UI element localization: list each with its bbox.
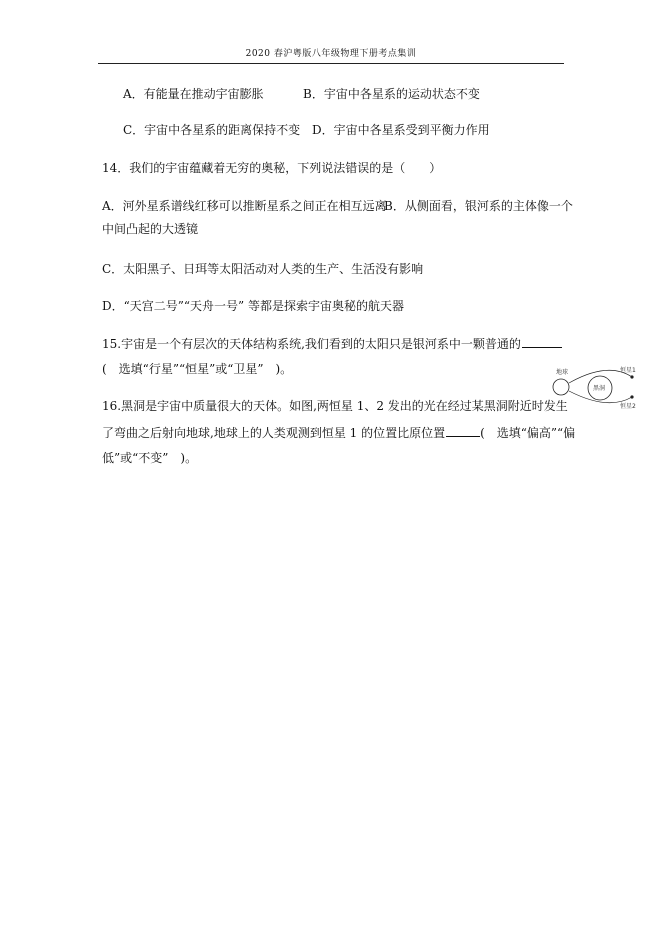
q16-line2-pre: 了弯曲之后射向地球,地球上的人类观测到恒星 1 的位置比原位置: [102, 426, 446, 440]
earth-label: 地球: [556, 369, 569, 376]
header-rule: [98, 63, 564, 64]
q14-option-a: A．河外星系谱线红移可以推断星系之间正在相互远离: [102, 199, 387, 213]
q16-line3: 低”或“不变” )。: [102, 451, 198, 465]
q13-option-b: B．宇宙中各星系的运动状态不变: [303, 87, 480, 101]
q14-stem: 14．我们的宇宙蕴藏着无穷的奥秘，下列说法错误的是（ ）: [102, 161, 442, 175]
q14-option-c: C．太阳黑子、日珥等太阳活动对人类的生产、生活没有影响: [102, 262, 424, 276]
q13-option-c: C．宇宙中各星系的距离保持不变: [123, 123, 301, 137]
light-path-lower: [569, 391, 632, 403]
q13-option-d: D．宇宙中各星系受到平衡力作用: [312, 123, 490, 137]
q15-line2: ( 选填“行星”“恒星”或“卫星” )。: [102, 362, 293, 376]
page-header: 2020 春沪粤版八年级物理下册考点集训: [245, 49, 417, 59]
star1-label: 恒星1: [620, 367, 636, 374]
q13-option-a: A．有能量在推动宇宙膨胀: [123, 87, 264, 101]
black-hole-label: 黑洞: [593, 385, 606, 392]
q15-text: 15.宇宙是一个有层次的天体结构系统,我们看到的太阳只是银河系中一颗普通的: [102, 337, 521, 351]
star2-label: 恒星2: [620, 403, 636, 409]
light-path-upper: [569, 370, 632, 383]
answer-blank: [446, 425, 480, 437]
answer-blank: [522, 336, 562, 348]
q14-option-d: D．“天宫二号”“天舟一号” 等都是探索宇宙奥秘的航天器: [102, 299, 404, 313]
q15-line1: [102, 336, 562, 351]
earth-circle: [553, 379, 569, 395]
q14-option-b-line1: B．从侧面看，银河系的主体像一个: [384, 199, 573, 213]
q16-line2: [102, 425, 575, 440]
q16-line1: 16.黑洞是宇宙中质量很大的天体。如图,两恒星 1、2 发出的光在经过某黑洞附近时发生: [102, 399, 568, 413]
q14-option-b-line2: 中间凸起的大透镜: [102, 222, 199, 236]
q16-line2-post: ( 选填“偏高”“偏: [480, 426, 576, 440]
